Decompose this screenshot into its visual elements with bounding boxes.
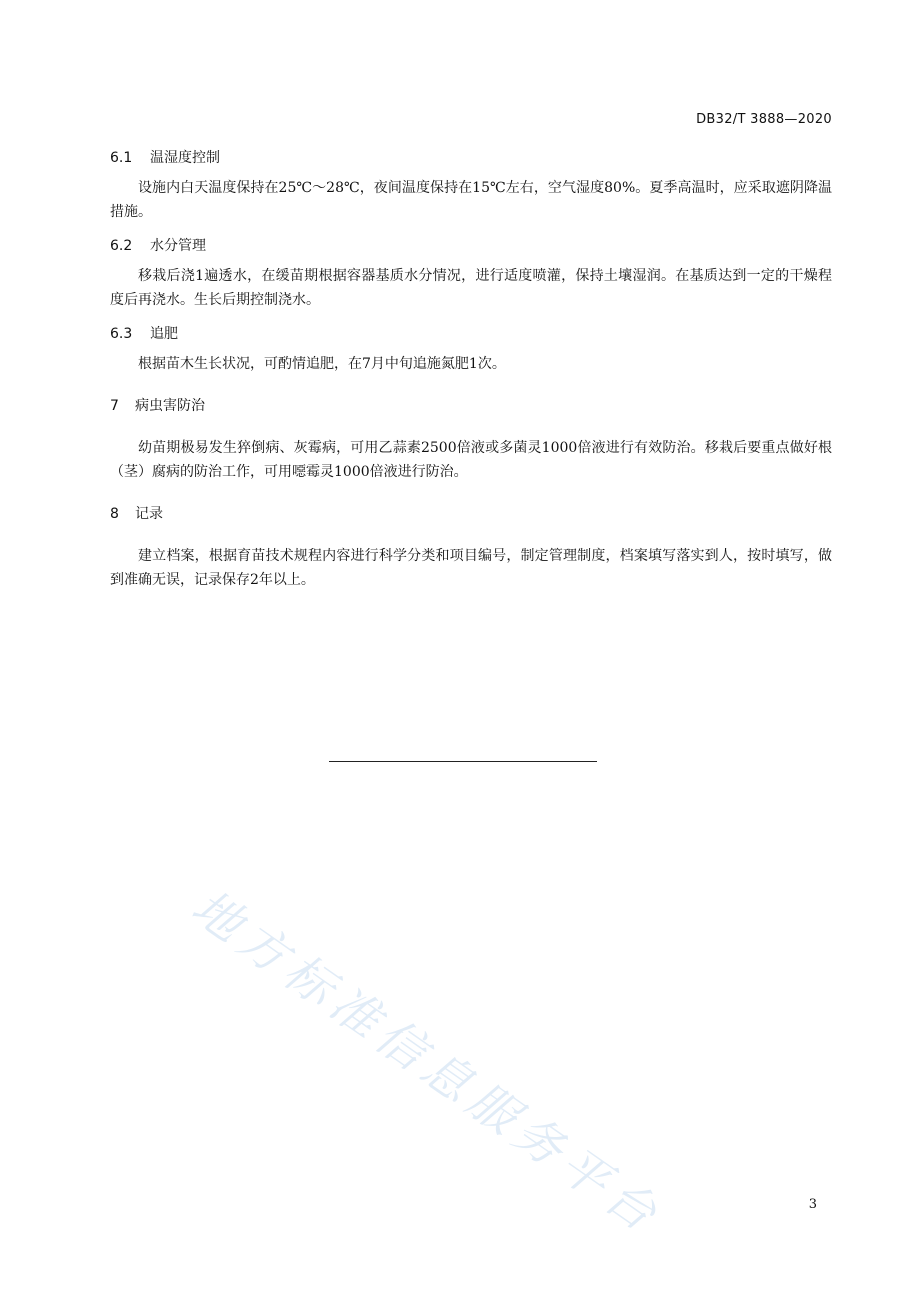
standard-code: DB32/T 3888—2020 (696, 112, 832, 127)
section-6-1-text: 设施内白天温度保持在25℃～28℃，夜间温度保持在15℃左右，空气湿度80%。夏季高温时，应采取遮阴降温措施。 (110, 180, 832, 220)
section-title: 病虫害防治 (135, 398, 205, 414)
section-6-2-heading (110, 236, 832, 256)
section-8-text: 建立档案，根据育苗技术规程内容进行科学分类和项目编号，制定管理制度，档案填写落实到人，按时填写，做到准确无误，记录保存2年以上。 (110, 548, 832, 588)
section-6-2-text: 移栽后浇1遍透水，在缓苗期根据容器基质水分情况，进行适度喷灌，保持土壤湿润。在基质达到一定的干燥程度后再浇水。生长后期控制浇水。 (110, 268, 832, 308)
section-7-heading (110, 396, 832, 416)
section-number: 7 (110, 398, 119, 414)
section-6-3-heading (110, 324, 832, 344)
section-6-1-heading (110, 148, 832, 168)
section-title: 记录 (135, 506, 163, 522)
section-8-heading (110, 504, 832, 524)
section-number: 6.1 (110, 150, 133, 166)
page-number: 3 (808, 1197, 817, 1212)
section-number: 6.3 (110, 326, 133, 342)
end-of-document-rule (329, 761, 597, 762)
watermark: 地方标准信息服务平台 (181, 879, 673, 1247)
document-body (110, 148, 832, 592)
section-number: 6.2 (110, 238, 133, 254)
section-title: 水分管理 (150, 238, 206, 254)
section-number: 8 (110, 506, 119, 522)
section-title: 温湿度控制 (150, 150, 220, 166)
section-7-text: 幼苗期极易发生猝倒病、灰霉病，可用乙蒜素2500倍液或多菌灵1000倍液进行有效防治。移栽后要重点做好根（茎）腐病的防治工作，可用噁霉灵1000倍液进行防治。 (110, 440, 832, 480)
section-6-3-text: 根据苗木生长状况，可酌情追肥，在7月中旬追施氮肥1次。 (138, 356, 506, 372)
section-title: 追肥 (150, 326, 178, 342)
